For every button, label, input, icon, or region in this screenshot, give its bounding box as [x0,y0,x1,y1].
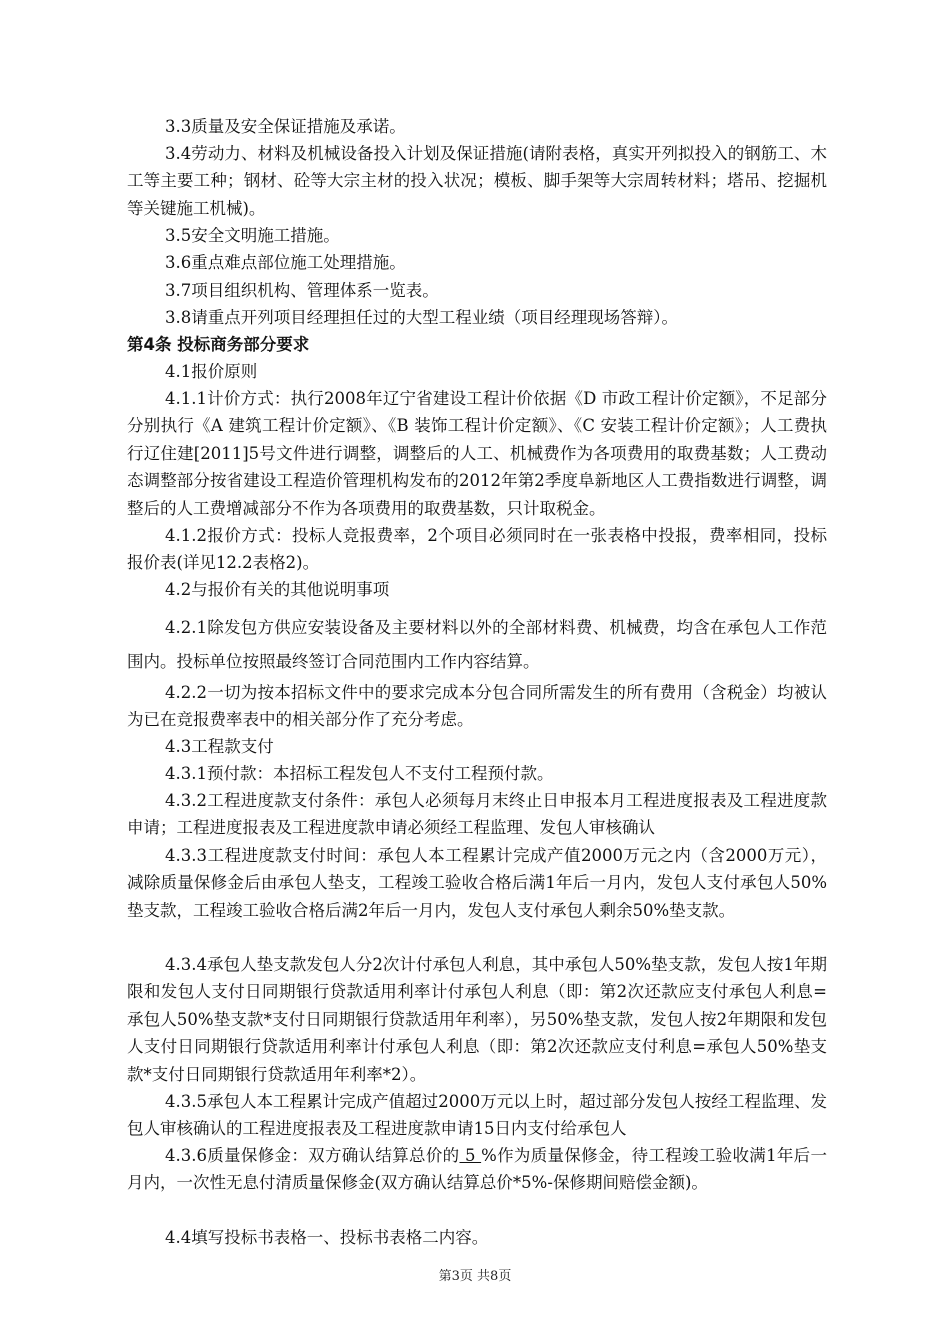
paragraph-4-2-1: 4.2.1除发包方供应安装设备及主要材料以外的全部材料费、机械费，均含在承包人工作范围内。投标单位按照最终签订合同范围内工作内容结算。 [127,618,827,671]
page-footer: 第3页 共8页 [438,1269,512,1284]
paragraph-3-6: 3.6重点难点部位施工处理措施。 [165,253,406,272]
paragraph-4-1-1: 4.1.1计价方式：执行2008年辽宁省建设工程计价依据《D 市政工程计价定额》，不足部分分别执行《A 建筑工程计价定额》、《B 装饰工程计价定额》、《C 安装工程计价定额》；人工费执行辽住建[2011]5号文件进行调整，调整后的人工、机械费作为各项费用的取费基数；人工费动态调整部分按省建设工程造价管理机构发布的2012年第2季度阜新地区人工费指数进行调整，调整后的人工费增减部分不作为各项费用的取费基数，只计取税金。 [127,389,827,518]
paragraph-4-3-5: 4.3.5承包人本工程累计完成产值超过2000万元以上时，超过部分发包人按经工程监理、发包人审核确认的工程进度报表及工程进度款申请15日内支付给承包人 [127,1092,827,1139]
paragraph-4-3-6-rest: %作为质量保修金，待工程竣工验收满1年后一月内，一次性无息付清质量保修金(双方确认结算总价*5%-保修期间赔偿金额)。 [127,1146,827,1193]
paragraph-4-4: 4.4填写投标书表格一、投标书表格二内容。 [165,1228,489,1247]
paragraph-4-1-2: 4.1.2报价方式：投标人竞报费率，2个项目必须同时在一张表格中投报，费率相同，投标报价表(详见12.2表格2)。 [127,526,827,573]
paragraph-4-3-1: 4.3.1预付款：本招标工程发包人不支付工程预付款。 [165,764,554,783]
paragraph-4-2-2: 4.2.2一切为按本招标文件中的要求完成本分包合同所需发生的所有费用（含税金）均被认为已在竞报费率表中的相关部分作了充分考虑。 [127,683,827,730]
paragraph-3-7: 3.7项目组织机构、管理体系一览表。 [165,281,439,300]
paragraph-3-8: 3.8请重点开列项目经理担任过的大型工程业绩（项目经理现场答辩）。 [165,308,678,327]
paragraph-4-3-2: 4.3.2工程进度款支付条件：承包人必须每月末终止日申报本月工程进度报表及工程进度款申请；工程进度报表及工程进度款申请必须经工程监理、发包人审核确认 [127,791,827,838]
section-heading-4: 第4条 投标商务部分要求 [127,335,310,354]
paragraph-4-3-3: 4.3.3工程进度款支付时间：承包人本工程累计完成产值2000万元之内（含2000万元），减除质量保修金后由承包人垫支，工程竣工验收合格后满1年后一月内，发包人支付承包人50%垫支款，工程竣工验收合格后满2年后一月内，发包人支付承包人剩余50%垫支款。 [127,846,827,920]
retention-percent-value: 5 [459,1146,482,1165]
paragraph-4-3-4: 4.3.4承包人垫支款发包人分2次计付承包人利息，其中承包人50%垫支款，发包人按1年期限和发包人支付日同期银行贷款适用利率计付承包人利息（即：第2次还款应支付承包人利息=承包人50%垫支款*支付日同期银行贷款适用年利率），另50%垫支款，发包人按2年期限和发包人支付日同期银行贷款适用利率计付承包人利息（即：第2次还款应支付利息=承包人50%垫支款*支付日同期银行贷款适用年利率*2）。 [127,955,827,1084]
paragraph-4-3-6-lead: 4.3.6质量保修金：双方确认结算总价的 [165,1146,460,1165]
paragraph-4-2: 4.2与报价有关的其他说明事项 [165,580,390,599]
paragraph-4-3: 4.3工程款支付 [165,737,274,756]
paragraph-4-3-6 [127,1142,827,1197]
paragraph-3-5: 3.5安全文明施工措施。 [165,226,340,245]
paragraph-3-3: 3.3质量及安全保证措施及承诺。 [165,117,406,136]
paragraph-4-1: 4.1报价原则 [165,362,258,381]
paragraph-3-4: 3.4劳动力、材料及机械设备投入计划及保证措施(请附表格，真实开列拟投入的钢筋工、木工等主要工种；钢材、砼等大宗主材的投入状况；模板、脚手架等大宗周转材料；塔吊、挖掘机等关键施工机械)。 [127,144,827,218]
